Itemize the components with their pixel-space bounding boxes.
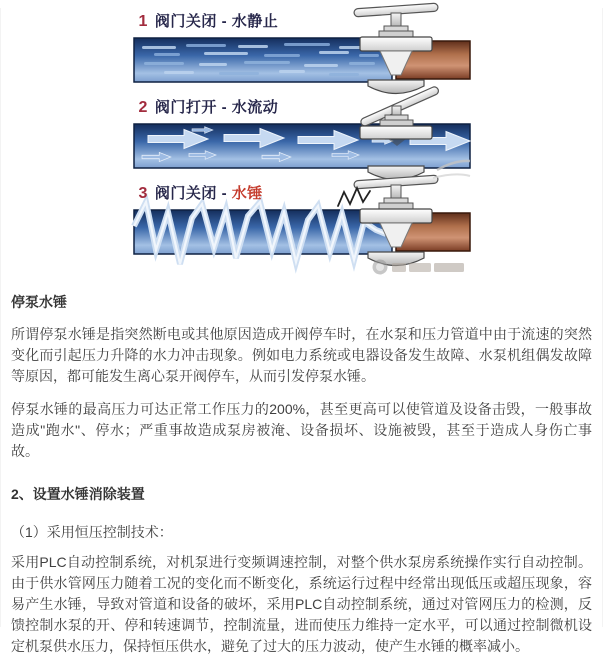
paragraph-consequences: 停泵水锤的最高压力可达正常工作压力的200%，甚至更高可以使管道及设备击毁，一般事故造成"跑水"、停水；严重事故造成泵房被淹、设备损坏、设施被毁，甚至于造成人身伤亡事故。: [11, 401, 592, 459]
section-heading-elimination-device: 2、设置水锤消除装置: [11, 486, 145, 502]
panel-1-label: [139, 10, 279, 31]
panel-3-graphic: [134, 210, 470, 276]
panel-3-number: 3: [138, 185, 148, 202]
figure-panel-1: [134, 8, 470, 94]
water-hammer-diagram: [134, 8, 470, 272]
figure-panel-2: [134, 94, 470, 180]
panel-2-number: 2: [138, 99, 148, 116]
panel-1-number: 1: [138, 13, 148, 30]
article-body: [1, 292, 602, 657]
panel-2-label: [139, 96, 279, 117]
panel-2-graphic: [134, 124, 470, 180]
panel-1-title: 阀门关闭 - 水静止: [154, 13, 279, 30]
section-heading-pump-stop: 停泵水锤: [11, 294, 67, 310]
article-page: [0, 8, 603, 654]
panel-1-graphic: [134, 38, 470, 94]
figure-panel-3: [134, 180, 470, 272]
subheading-constant-pressure: （1）采用恒压控制技术：: [11, 524, 173, 540]
paragraph-plc-control: 采用PLC自动控制系统，对机泵进行变频调速控制，对整个供水泵房系统操作实行自动控制。由于供水管网压力随着工况的变化而不断变化，系统运行过程中经常出现低压或超压现象，容易产生水锤，导致对管道和设备的破坏，采用PLC自动控制系统，通过对管网压力的检测，反馈控制水泵的开、停和转速调节，控制流量，进而使压力维持一定水平，可以通过控制微机设定机泵供水压力，保持恒压供水，避免了过大的压力波动，使产生水锤的概率减小。: [11, 554, 592, 654]
paragraph-definition: 所谓停泵水锤是指突然断电或其他原因造成开阀停车时，在水泵和压力管道中由于流速的突然变化而引起压力升降的水力冲击现象。例如电力系统或电器设备发生故障、水泵机组偶发故障等原因，都可能发生离心泵开阀停车，从而引发停泵水锤。: [11, 326, 592, 384]
impact-shock-icon: [338, 188, 370, 206]
panel-3-title-highlight: 水锤: [231, 185, 263, 202]
panel-3-title: 阀门关闭 -: [154, 185, 232, 202]
panel-2-title: 阀门打开 - 水流动: [154, 99, 279, 116]
panel-3-label: [139, 182, 263, 203]
